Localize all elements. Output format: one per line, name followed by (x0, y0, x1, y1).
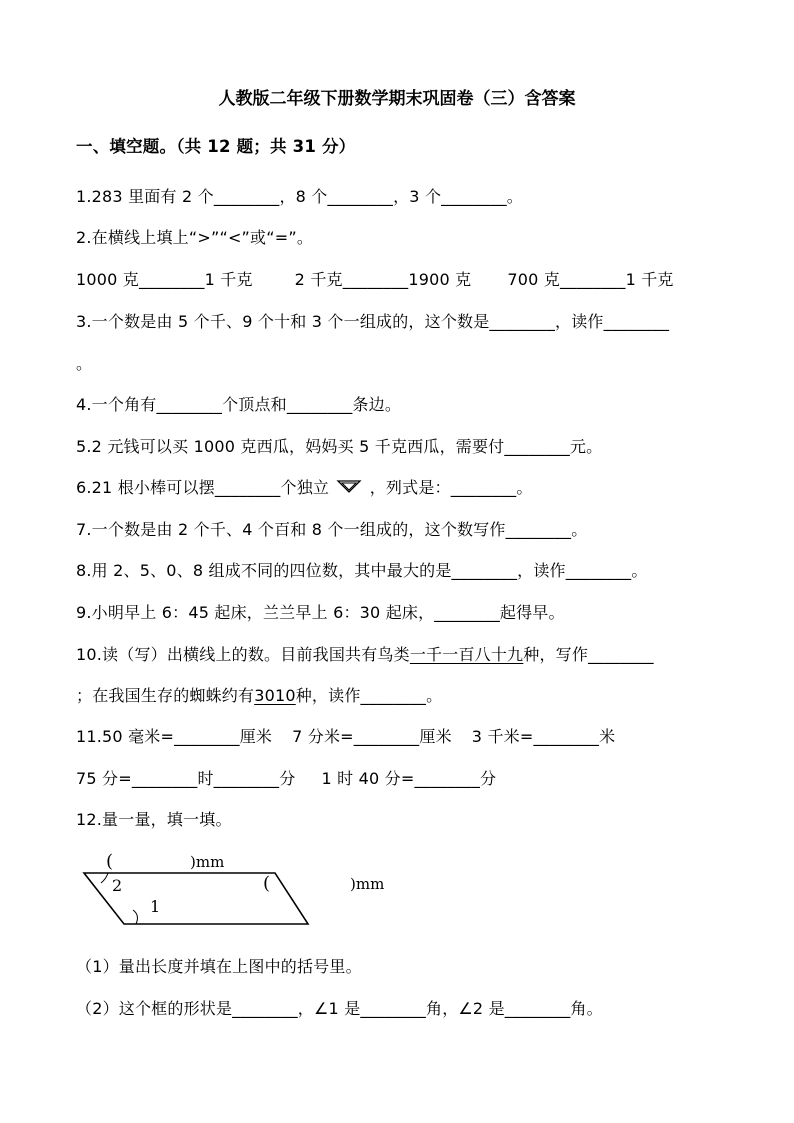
question-3: 3.一个数是由 5 个千、9 个十和 3 个一组成的，这个数是________，读作________ (76, 312, 670, 331)
question-9: 9.小明早上 6：45 起床，兰兰早上 6：30 起床，________起得早。 (76, 603, 565, 622)
question-2: 2.在横线上填上“>”“<”或“=”。 (76, 228, 314, 247)
question-10-text: 种，写作________ (523, 645, 654, 664)
question-12: 12.量一量，填一填。 (76, 810, 232, 829)
question-10-cont (76, 686, 442, 706)
question-2-item: 1000 克________1 千克 (76, 270, 253, 289)
question-10-text: 10.读（写）出横线上的数。目前我国共有鸟类 (76, 645, 410, 664)
question-8: 8.用 2、5、0、8 组成不同的四位数，其中最大的是________，读作________。 (76, 561, 648, 580)
underlined-number: 3010 (254, 686, 296, 705)
question-12-part-2: （2）这个框的形状是________，∠1 是________角，∠2 是________角。 (76, 999, 603, 1018)
parallelogram-figure (70, 845, 400, 935)
angle-1-arc (133, 910, 137, 924)
question-11-row-1 (76, 727, 615, 747)
question-11-item: 11.50 毫米=________厘米 (76, 727, 273, 746)
question-2-item: 2 千克________1900 克 (294, 270, 472, 289)
angle-2-label: 2 (112, 876, 123, 895)
side-length-open: ( (263, 873, 271, 894)
question-10-text: 种，读作________。 (295, 686, 443, 705)
question-6-text: 6.21 根小棒可以摆________个独立 (76, 478, 330, 497)
question-5: 5.2 元钱可以买 1000 克西瓜，妈妈买 5 千克西瓜，需要付________元。 (76, 437, 603, 456)
question-3-end: 。 (76, 354, 93, 373)
question-4: 4.一个角有________个顶点和________条边。 (76, 395, 402, 414)
question-12-part-1: （1）量出长度并填在上图中的括号里。 (76, 957, 362, 976)
question-2-items (76, 270, 674, 290)
question-6 (76, 478, 533, 498)
top-length-close: )mm (190, 853, 225, 871)
page-title: 人教版二年级下册数学期末巩固卷（三）含答案 (218, 89, 576, 109)
question-10-text: ；在我国生存的蜘蛛约有 (76, 686, 255, 705)
question-10 (76, 645, 654, 665)
question-11-row-2 (76, 769, 496, 789)
question-11-item: 7 分米=________厘米 (292, 727, 452, 746)
underlined-number: 一千一百八十九 (409, 645, 524, 664)
angle-2-arc (101, 873, 108, 883)
question-11-item: 3 千米=________米 (471, 727, 616, 746)
question-11-item: 1 时 40 分=________分 (321, 769, 497, 788)
triangle-shape-icon (336, 478, 362, 494)
question-11-item: 75 分=________时________分 (76, 769, 296, 788)
question-1: 1.283 里面有 2 个________，8 个________，3 个________。 (76, 187, 523, 206)
angle-1-label: 1 (150, 897, 161, 916)
question-7: 7.一个数是由 2 个千、4 个百和 8 个一组成的，这个数写作________。 (76, 520, 588, 539)
section-heading: 一、填空题。（共 12 题；共 31 分） (76, 137, 356, 156)
question-6-formula: ，列式是：________。 (369, 478, 533, 497)
question-2-item: 700 克________1 千克 (507, 270, 674, 289)
top-length-open: ( (106, 851, 114, 872)
side-length-close: )mm (350, 875, 385, 893)
